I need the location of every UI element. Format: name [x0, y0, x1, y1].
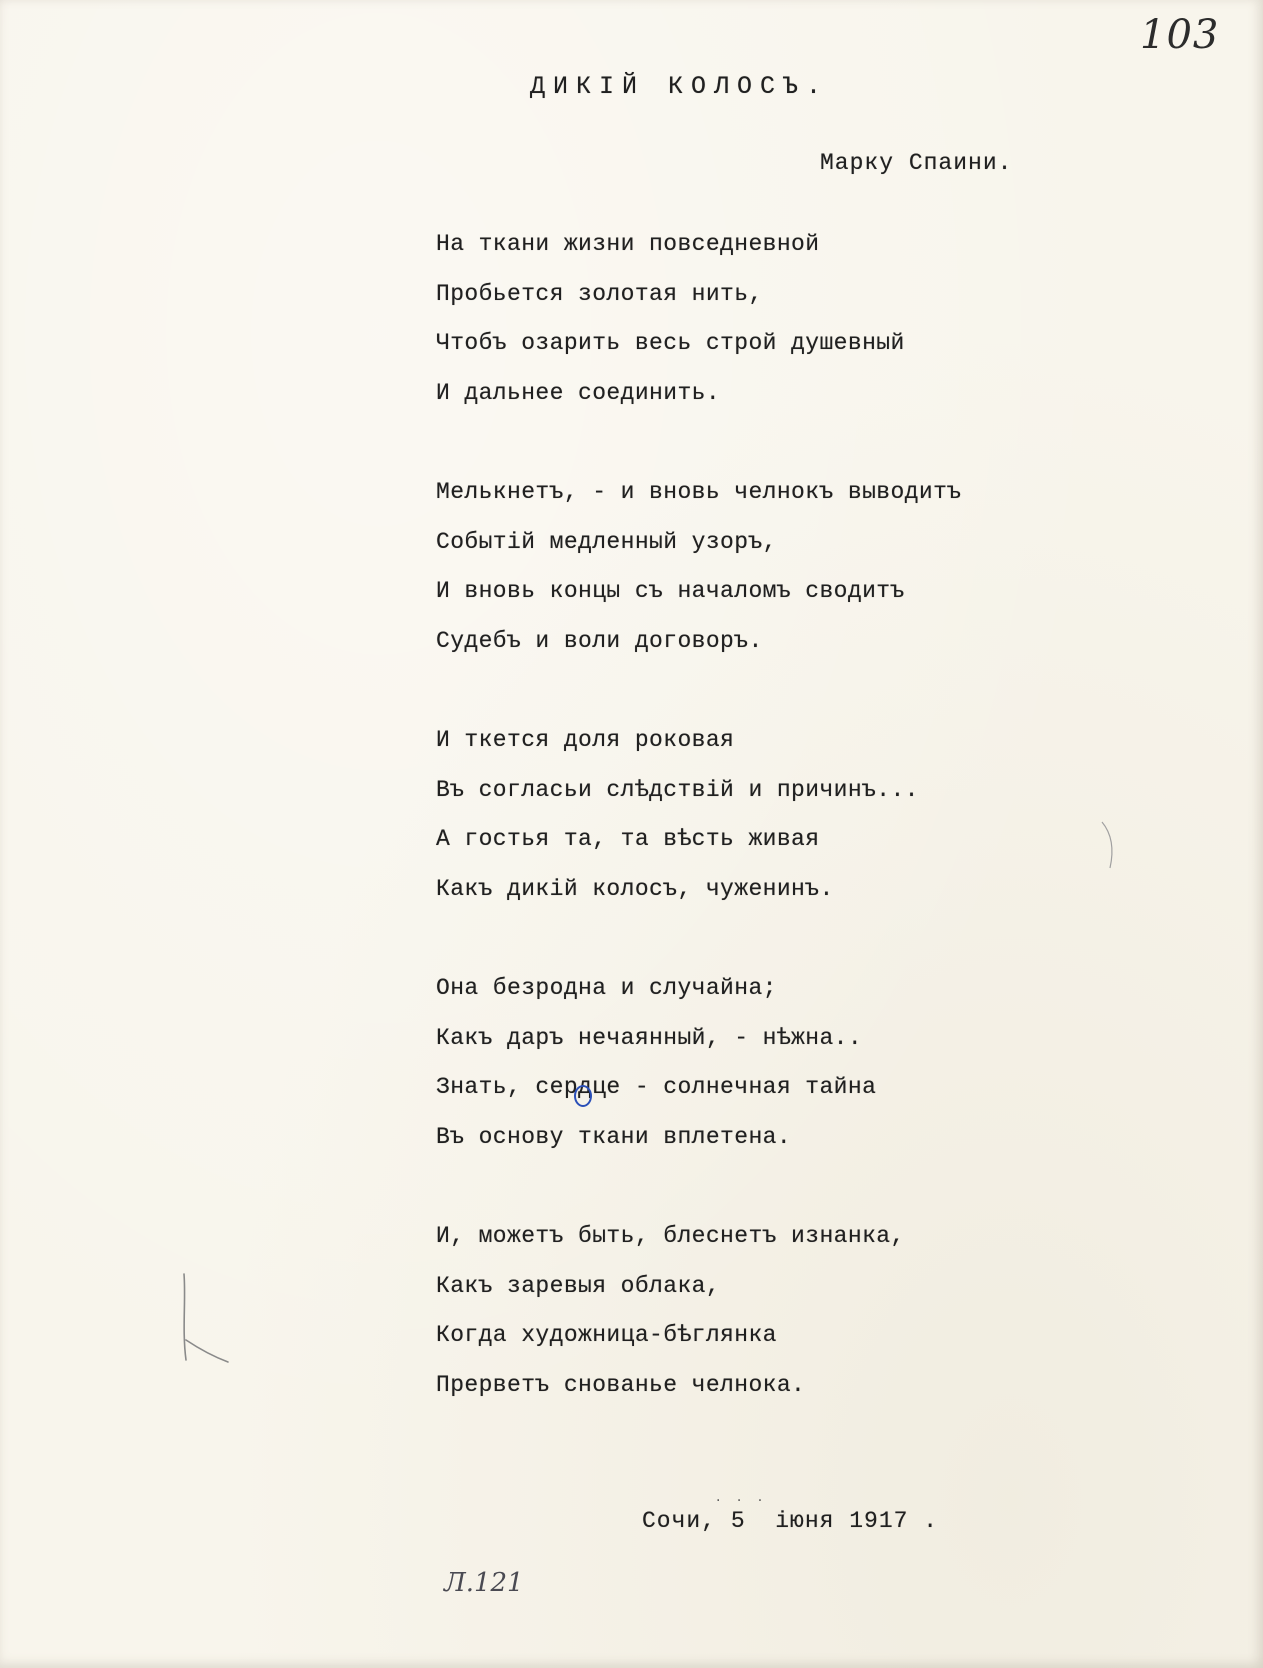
poem-line: Чтобъ озарить весь строй душевный — [436, 330, 905, 356]
poem-line: Какъ дикій колосъ, чуженинъ. — [436, 875, 834, 902]
poem-line: Въ основу ткани вплетена. — [436, 1123, 792, 1150]
poem-line: И, можетъ быть, блеснетъ изнанка, — [436, 1223, 905, 1249]
pencil-tick-icon — [1100, 820, 1120, 870]
poem-line: Судебъ и воли договоръ. — [436, 627, 763, 654]
stanza-3 — [436, 716, 961, 914]
dedication: Марку Спаини. — [820, 150, 1013, 176]
ink-correction-mark — [574, 1085, 592, 1107]
stanza-4 — [436, 964, 961, 1162]
poem-line: Знать, сердце - солнечная тайна — [436, 1074, 877, 1100]
poem-line: И дальнее соединить. — [436, 379, 721, 406]
poem-line: Пробьется золотая нить, — [436, 280, 763, 307]
stanza-5 — [436, 1212, 961, 1410]
poem-line: Какъ даръ нечаянный, - нѣжна.. — [436, 1024, 863, 1051]
poem-line: Когда художница-бѣглянка — [436, 1322, 777, 1348]
folio-number: 103 — [1140, 12, 1220, 58]
archive-note: Л.121 — [444, 1568, 524, 1598]
poem-line: Въ согласьи слѣдствій и причинъ... — [436, 776, 919, 803]
poem-line: И вновь концы съ началомъ сводитъ — [436, 578, 905, 604]
stanza-1 — [436, 220, 961, 418]
poem-body — [436, 220, 961, 1460]
poem-line: Она безродна и случайна; — [436, 975, 777, 1001]
poem-title: ДИКІЙ КОЛОСЪ. — [530, 72, 830, 101]
place-date: Сочи, 5 іюня 1917 . — [642, 1508, 939, 1534]
stanza-2 — [436, 468, 961, 666]
pencil-mark-icon — [176, 1270, 236, 1370]
poem-line: Мелькнетъ, - и вновь челнокъ выводитъ — [436, 479, 962, 505]
poem-line: Событій медленный узоръ, — [436, 528, 777, 555]
poem-line: Прерветъ снованье челнока. — [436, 1371, 806, 1398]
faint-dot-marks: · · · — [716, 1493, 769, 1509]
poem-line: И ткется доля роковая — [436, 727, 735, 753]
poem-line: Какъ заревыя облака, — [436, 1272, 721, 1299]
poem-line: На ткани жизни повседневной — [436, 231, 820, 257]
poem-line: А гостья та, та вѣсть живая — [436, 826, 820, 852]
